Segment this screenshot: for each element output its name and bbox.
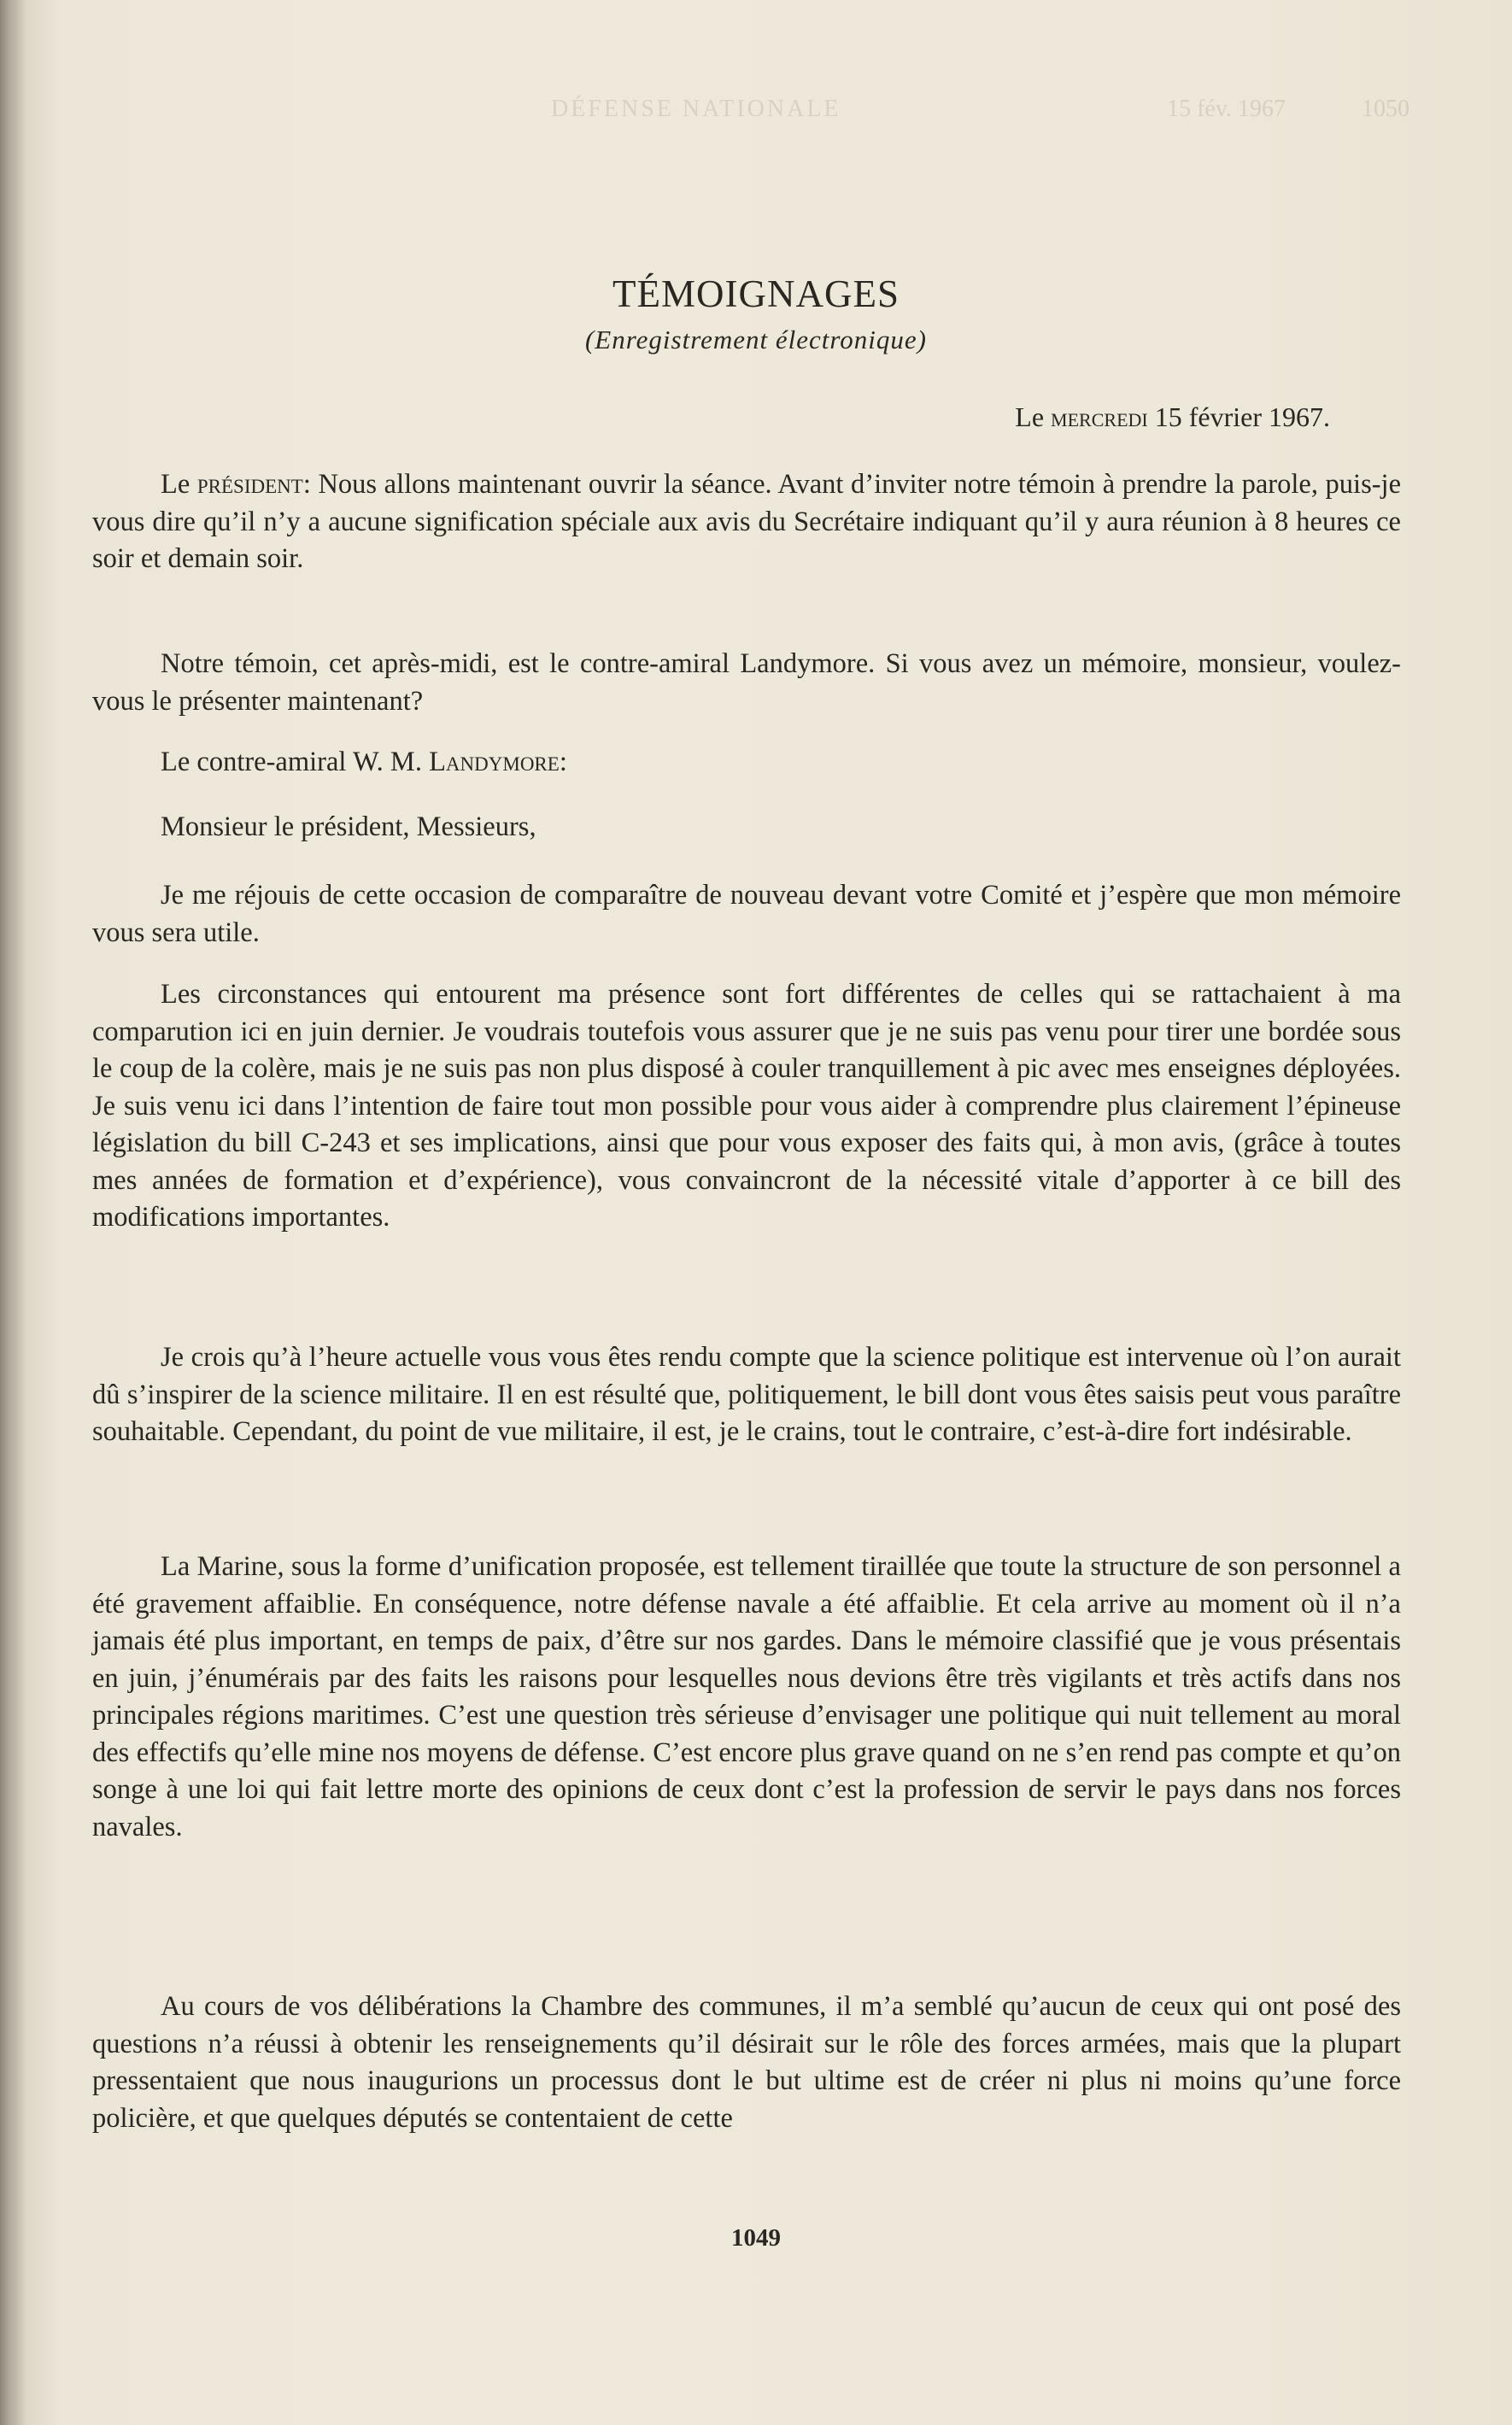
document-page: 15 fév. 1967 DÉFENSE NATIONALE 1050 TÉMOIGNAGES (Enregistrement électronique) Le mercredi 15 février 1967. Le président: Nous allons maintenant ouvrir la séance. Avant d’inviter notre témoin à prendre la parole, puis-je vous dire qu’il n’y a aucune signification spéciale aux avis du Secrétaire indiquant qu’il y aura réunion à 8 heures ce soir et demain soir. Notre témoin, cet après-midi, est le contre-amiral Landymore. Si vous avez un mémoire, monsieur, voulez-vous le présenter maintenant? Le contre-amiral W. M. Landymore: Monsieur le président, Messieurs, Je me réjouis de cette occasion de comparaître de nouveau devant votre Comité et j’espère que mon mémoire vous sera utile. Les circonstances qui entourent ma présence sont fort différentes de celles qui se rattachaient à ma comparution ici en juin dernier. Je voudrais toutefois vous assurer que je ne suis pas venu pour tirer une bordée sous le coup de la colère, mais je ne suis pas non plus disposé à couler tranquillement à pic avec mes enseignes déployées. Je suis venu ici dans l’intention de faire tout mon possible pour vous aider à comprendre plus clairement l’épineuse législation du bill C-243 et ses implications, ainsi que pour vous exposer des faits qui, à mon avis, (grâce à toutes mes années de formation et d’expérience), vous convaincront de la nécessité vitale d’apporter à ce bill des modifications importantes. Je crois qu’à l’heure actuelle vous vous êtes rendu compte que la science politique est intervenue où l’on aurait dû s’inspirer de la science militaire. Il en est résulté que, politiquement, le bill dont vous êtes saisis peut vous paraître souhaitable. Cependant, du point de vue militaire, il est, je le crains, tout le contraire, c’est-à-dire fort indésirable. La Marine, sous la forme d’unification proposée, est tellement tiraillée que toute la structure de son personnel a été gravement affaiblie. En conséquence, notre défense navale a été affaiblie. Et cela arrive au moment où il n’a jamais été plus important, en temps de paix, d’être sur nos gardes. Dans le mémoire classifié que je vous présentais en juin, j’énumérais par des faits les raisons pour lesquelles nous devions être très vigilants et très actifs dans nos principales régions maritimes. C’est une question très sérieuse d’envisager une politique qui nuit tellement au moral des effectifs qu’elle mine nos moyens de défense. C’est encore plus grave quand on ne s’en rend pas compte et qu’on songe à une loi qui fait lettre morte des opinions de ceux dont c’est la profession de servir le pays dans nos forces navales. Au cours de vos délibérations la Chambre des communes, il m’a semblé qu’aucun de ceux qui ont posé des questions n’a réussi à obtenir les renseignements qu’il désirait sur le rôle des forces armées, mais que la plupart pressentaient que nous inaugurions un processus dont le but ultime est de créer ni plus ni moins qu’une force policière, et que quelques députés se contentaient de cette 1049 (0, 0, 1512, 2425)
salutation: Monsieur le président, Messieurs, (161, 811, 536, 842)
date-rest: 15 février 1967. (1147, 401, 1330, 432)
date-weekday: mercredi (1051, 401, 1148, 432)
paragraph-witness-intro: Notre témoin, cet après-midi, est le contre-amiral Landymore. Si vous avez un mémoire, monsieur, voulez-vous le présenter maintenant? (92, 648, 1401, 717)
speaker-name: Landymore (429, 747, 560, 777)
speaker-prefix: Le contre-amiral W. M. (161, 747, 430, 777)
page-title: TÉMOIGNAGES (612, 272, 900, 315)
paragraph-president-opening (92, 466, 1401, 578)
paragraph-circumstances: Les circonstances qui entourent ma présence sont fort différentes de celles qui se rattachaient à ma comparution ici en juin dernier. Je voudrais toutefois vous assurer que je ne suis pas venu pour tirer une bordée sous le coup de la colère, mais je ne suis pas non plus disposé à couler tranquillement à pic avec mes enseignes déployées. Je suis venu ici dans l’intention de faire tout mon possible pour vous aider à comprendre plus clairement l’épineuse législation du bill C-243 et ses implications, ainsi que pour vous exposer des faits qui, à mon avis, (grâce à toutes mes années de formation et d’expérience), vous convaincront de la nécessité vitale d’apporter à ce bill des modifications importantes. (92, 979, 1401, 1233)
paragraph-text: : Nous allons maintenant ouvrir la séance. Avant d’inviter notre témoin à prendre la parole, puis-je vous dire qu’il n’y a aucune signification spéciale aux avis du Secrétaire indiquant qu’il y aura réunion à 8 heures ce soir et demain soir. (92, 469, 1401, 574)
paragraph-navy-unification: La Marine, sous la forme d’unification proposée, est tellement tiraillée que toute la structure de son personnel a été gravement affaiblie. En conséquence, notre défense navale a été affaiblie. Et cela arrive au moment où il n’a jamais été plus important, en temps de paix, d’être sur nos gardes. Dans le mémoire classifié que je vous présentais en juin, j’énumérais par des faits les raisons pour lesquelles nous devions être très vigilants et très actifs dans nos principales régions maritimes. C’est une question très sérieuse d’envisager une politique qui nuit tellement au moral des effectifs qu’elle mine nos moyens de défense. C’est encore plus grave quand on ne s’en rend pas compte et qu’on songe à une loi qui fait lettre morte des opinions de ceux dont c’est la profession de servir le pays dans nos forces navales. (92, 1551, 1401, 1842)
paragraph-deliberations: Au cours de vos délibérations la Chambre des communes, il m’a semblé qu’aucun de ceux qui ont posé des questions n’a réussi à obtenir les renseignements qu’il désirait sur le rôle des forces armées, mais que la plupart pressentaient que nous inaugurions un processus dont le but ultime est de créer ni plus ni moins qu’une force policière, et que quelques députés se contentaient de cette (92, 1991, 1401, 2134)
speaker-prefix: Le (161, 469, 197, 500)
session-date (1015, 401, 1330, 433)
page-number: 1049 (731, 2224, 781, 2252)
speaker-suffix: : (559, 747, 567, 777)
paragraph-political-science: Je crois qu’à l’heure actuelle vous vous êtes rendu compte que la science politique est intervenue où l’on aurait dû s’inspirer de la science militaire. Il en est résulté que, politiquement, le bill dont vous êtes saisis peut vous paraître souhaitable. Cependant, du point de vue militaire, il est, je le crains, tout le contraire, c’est-à-dire fort indésirable. (92, 1342, 1401, 1447)
page-subtitle: (Enregistrement électronique) (584, 325, 928, 354)
speaker-line-landymore (161, 744, 567, 782)
book-spine-shadow (0, 0, 26, 2425)
date-prefix: Le (1015, 401, 1052, 432)
paragraph-brief-intro: Je me réjouis de cette occasion de comparaître de nouveau devant votre Comité et j’espère que mon mémoire vous sera utile. (92, 880, 1401, 948)
speaker-title: président (196, 469, 303, 500)
